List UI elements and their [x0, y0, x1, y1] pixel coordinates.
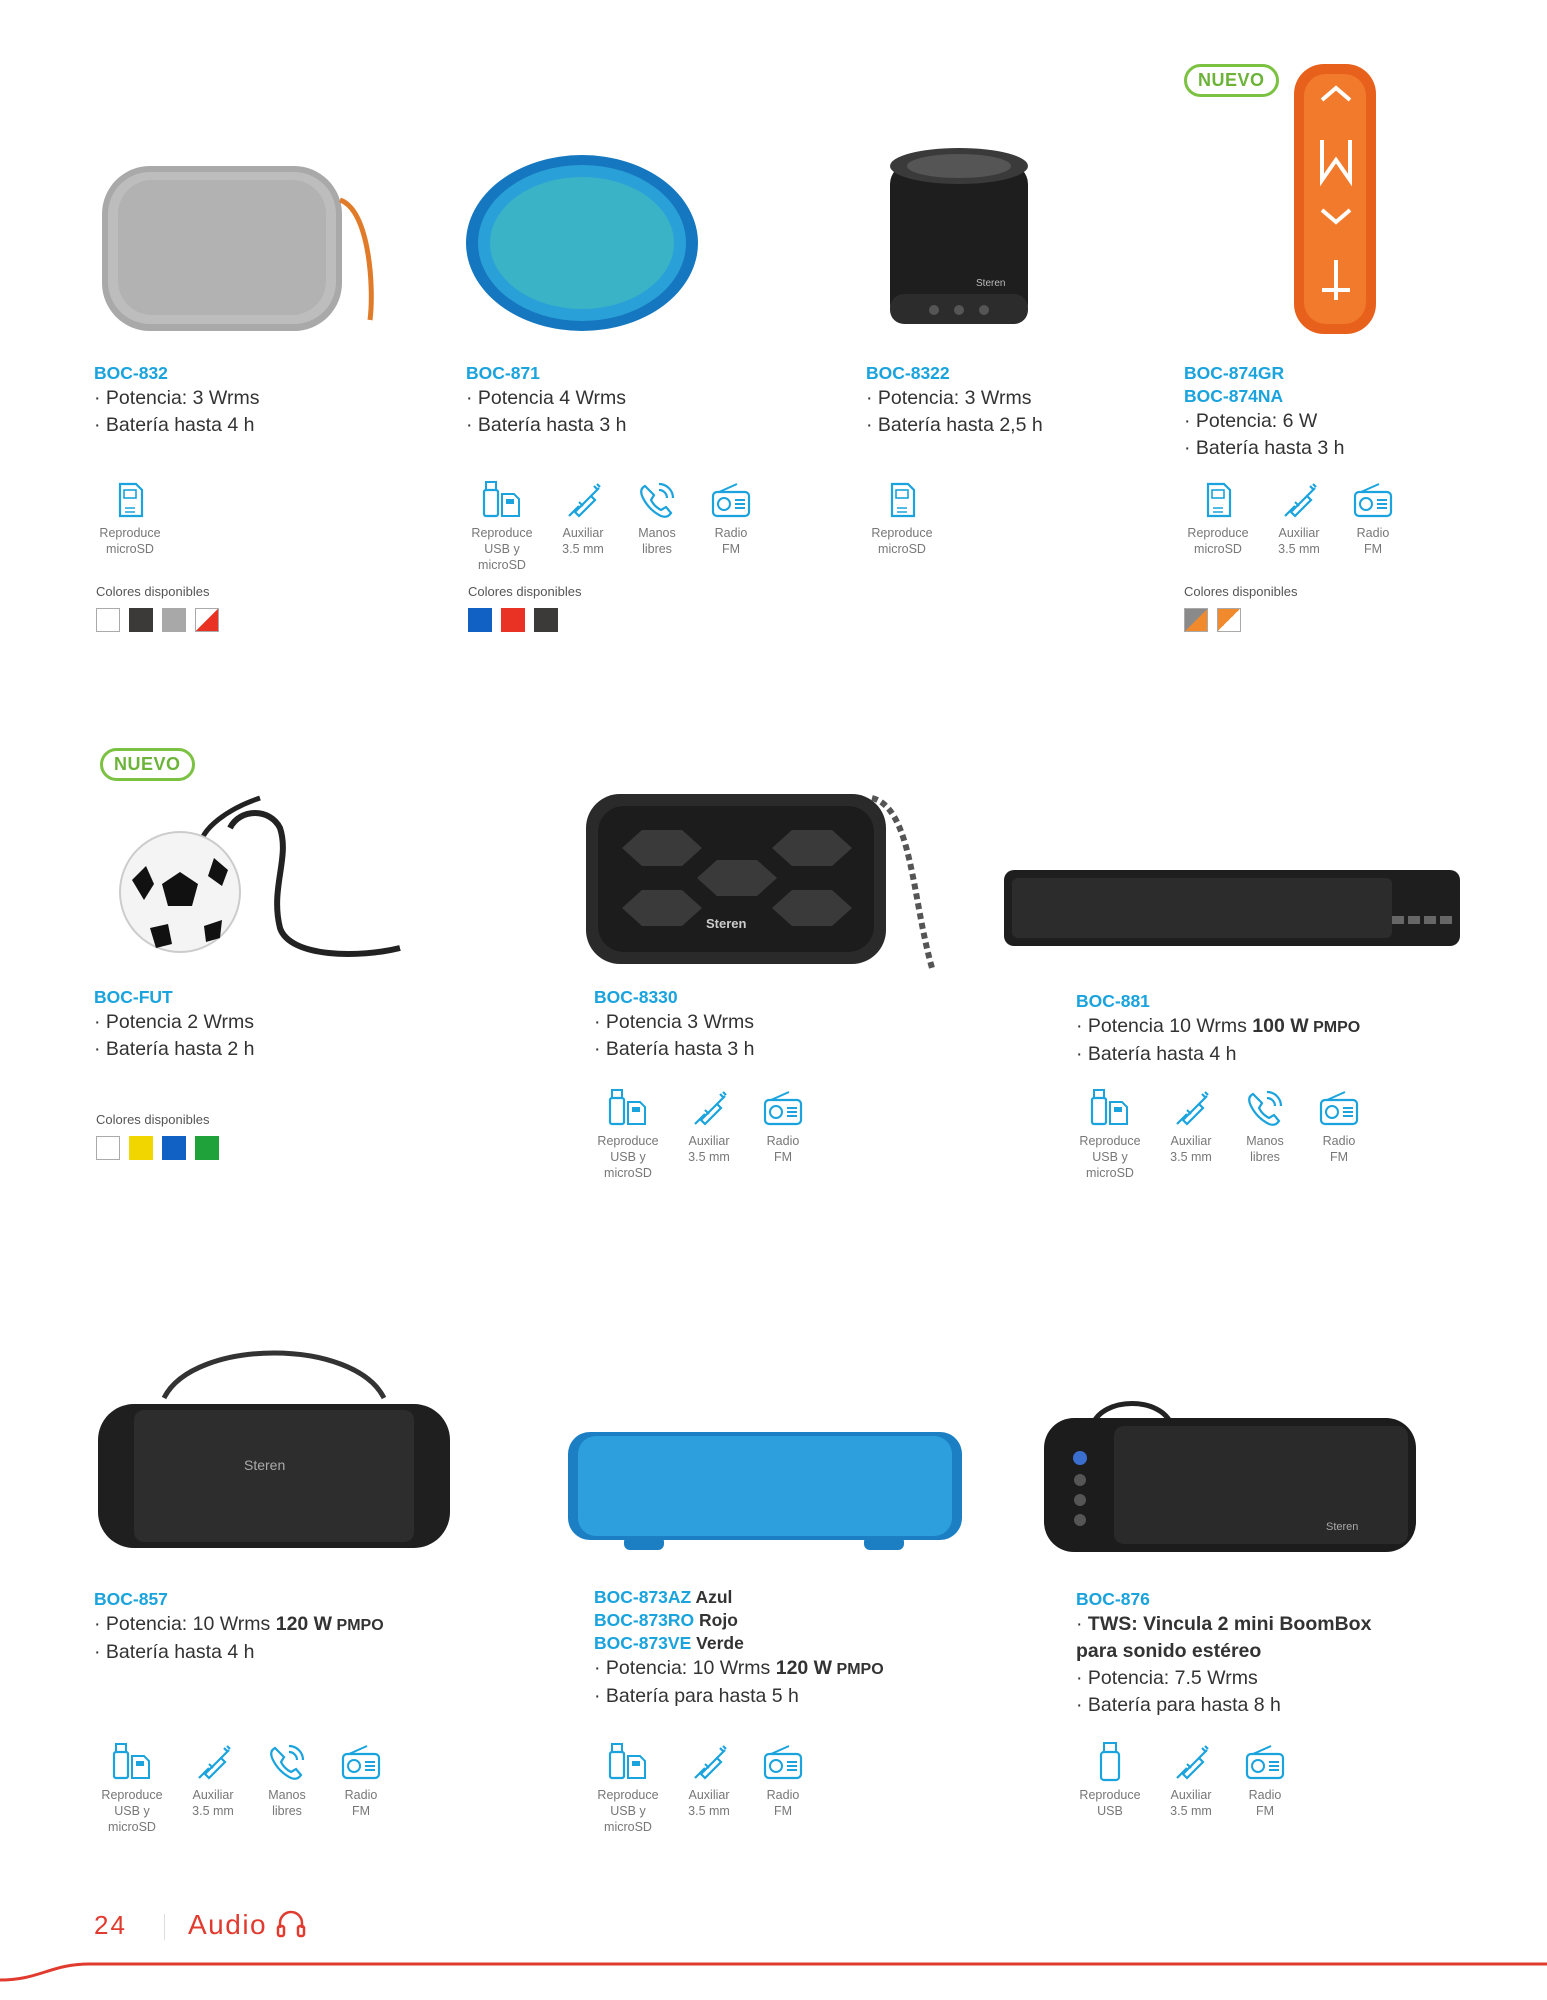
product-sku: BOC-832: [94, 363, 168, 383]
feature-battery: · Batería para hasta 8 h: [1076, 1694, 1281, 1716]
swatch-blue: [162, 1136, 186, 1160]
aux-icon: Auxiliar 3.5 mm: [1162, 1740, 1220, 1819]
product-sku: BOC-876: [1076, 1589, 1150, 1609]
aux-icon: Auxiliar 3.5 mm: [680, 1740, 738, 1835]
feature-power: · Potencia 10 Wrms 100 W PMPO: [1076, 1015, 1361, 1037]
usb-microsd-icon: Reproduce USB y microSD: [466, 478, 538, 573]
speaker-orange-image: [1290, 60, 1380, 340]
color-swatches: [1184, 608, 1241, 632]
radio-icon: Radio FM: [702, 478, 760, 573]
colors-title: Colores disponibles: [468, 584, 582, 599]
microsd-icon: Reproduce microSD: [866, 478, 938, 557]
product-sku: BOC-874GR: [1184, 363, 1285, 383]
headphones-icon: [276, 1908, 306, 1938]
usb-icon: Reproduce USB: [1074, 1740, 1146, 1819]
swatch-gray-orange: [1184, 608, 1208, 632]
page-number: 24: [94, 1910, 127, 1940]
footer-divider: [164, 1914, 165, 1940]
speaker-mini-boombox-image: [1040, 1396, 1420, 1560]
speaker-soccer-ball-image: [110, 788, 410, 978]
feature-power: · Potencia: 7.5 Wrms: [1076, 1667, 1258, 1689]
colors-title: Colores disponibles: [96, 584, 210, 599]
new-badge: NUEVO: [100, 748, 195, 781]
radio-icon: Radio FM: [1344, 478, 1402, 557]
swatch-black: [534, 608, 558, 632]
swatch-blue: [468, 608, 492, 632]
speaker-cylinder-image: [884, 144, 1034, 334]
microsd-icon: Reproduce microSD: [1182, 478, 1254, 557]
microsd-icon: Reproduce microSD: [94, 478, 166, 557]
feature-power: · Potencia: 10 Wrms 120 W PMPO: [594, 1657, 884, 1679]
feature-battery: · Batería hasta 3 h: [594, 1038, 755, 1060]
colors-title: Colores disponibles: [1184, 584, 1298, 599]
aux-icon: Auxiliar 3.5 mm: [184, 1740, 242, 1835]
feature-power: · Potencia 4 Wrms: [466, 387, 627, 409]
feature-power: · Potencia 3 Wrms: [594, 1011, 755, 1033]
feature-battery: · Batería hasta 4 h: [1076, 1043, 1237, 1065]
product-sku: BOC-871: [466, 363, 540, 383]
speaker-soundbar-image: [1002, 866, 1462, 950]
handsfree-icon: Manos libres: [258, 1740, 316, 1835]
swatch-green: [195, 1136, 219, 1160]
feature-battery: · Batería hasta 4 h: [94, 1641, 255, 1663]
usb-microsd-icon: Reproduce USB y microSD: [1074, 1086, 1146, 1181]
usb-microsd-icon: Reproduce USB y microSD: [592, 1740, 664, 1835]
swatch-yellow: [129, 1136, 153, 1160]
feature-battery: · Batería hasta 2 h: [94, 1038, 255, 1060]
speaker-blue-image: [462, 148, 702, 338]
swatch-white: [96, 608, 120, 632]
feature-power: · Potencia 2 Wrms: [94, 1011, 255, 1033]
feature-battery: · Batería hasta 3 h: [466, 414, 627, 436]
feature-tws: · TWS: Vincula 2 mini BoomBox para sonido estéreo: [1076, 1613, 1372, 1662]
aux-icon: Auxiliar 3.5 mm: [1162, 1086, 1220, 1181]
swatch-orange-white: [1217, 608, 1241, 632]
speaker-boombox-image: [94, 1318, 454, 1558]
colors-title: Colores disponibles: [96, 1112, 210, 1127]
radio-icon: Radio FM: [332, 1740, 390, 1835]
new-badge: NUEVO: [1184, 64, 1279, 97]
product-sku: BOC-873RO Rojo: [594, 1610, 738, 1630]
feature-power: · Potencia: 3 Wrms: [866, 387, 1032, 409]
feature-battery: · Batería hasta 2,5 h: [866, 414, 1043, 436]
feature-battery: · Batería para hasta 5 h: [594, 1685, 799, 1707]
usb-microsd-icon: Reproduce USB y microSD: [96, 1740, 168, 1835]
swatch-white: [96, 1136, 120, 1160]
handsfree-icon: Manos libres: [1236, 1086, 1294, 1181]
brand-logo: Steren: [706, 916, 747, 931]
color-swatches: [96, 1136, 219, 1160]
radio-icon: Radio FM: [1236, 1740, 1294, 1819]
feature-power: · Potencia: 6 W: [1184, 410, 1318, 432]
product-sku: BOC-857: [94, 1589, 168, 1609]
feature-power: · Potencia: 3 Wrms: [94, 387, 260, 409]
radio-icon: Radio FM: [1310, 1086, 1368, 1181]
brand-logo: Steren: [244, 1457, 286, 1473]
product-sku: BOC-8330: [594, 987, 678, 1007]
aux-icon: Auxiliar 3.5 mm: [1270, 478, 1328, 557]
product-sku: BOC-873AZ Azul: [594, 1587, 733, 1607]
footer-line: [0, 1944, 1547, 1984]
radio-icon: Radio FM: [754, 1086, 812, 1181]
feature-power: · Potencia: 10 Wrms 120 W PMPO: [94, 1613, 384, 1635]
speaker-rugged-image: [582, 778, 942, 974]
product-sku-alt: BOC-874NA: [1184, 386, 1284, 406]
aux-icon: Auxiliar 3.5 mm: [554, 478, 612, 573]
product-sku: BOC-8322: [866, 363, 950, 383]
section-title: [188, 1908, 306, 1941]
color-swatches: [468, 608, 558, 632]
radio-icon: Radio FM: [754, 1740, 812, 1835]
aux-icon: Auxiliar 3.5 mm: [680, 1086, 738, 1181]
swatch-gray: [162, 608, 186, 632]
swatch-red: [501, 608, 525, 632]
product-sku: BOC-873VE Verde: [594, 1633, 744, 1653]
feature-battery: · Batería hasta 3 h: [1184, 437, 1345, 459]
product-sku: BOC-881: [1076, 991, 1150, 1011]
color-swatches: [96, 608, 219, 632]
product-sku: BOC-FUT: [94, 987, 173, 1007]
usb-microsd-icon: Reproduce USB y microSD: [592, 1086, 664, 1181]
brand-logo: Steren: [976, 278, 1006, 289]
brand-logo: Steren: [1326, 1521, 1359, 1533]
feature-battery: · Batería hasta 4 h: [94, 414, 255, 436]
speaker-blue-tube-image: [564, 1428, 966, 1558]
swatch-red-white: [195, 608, 219, 632]
swatch-black: [129, 608, 153, 632]
speaker-gray-image: [96, 160, 386, 340]
section-title-text: Audio: [188, 1909, 268, 1940]
handsfree-icon: Manos libres: [628, 478, 686, 573]
